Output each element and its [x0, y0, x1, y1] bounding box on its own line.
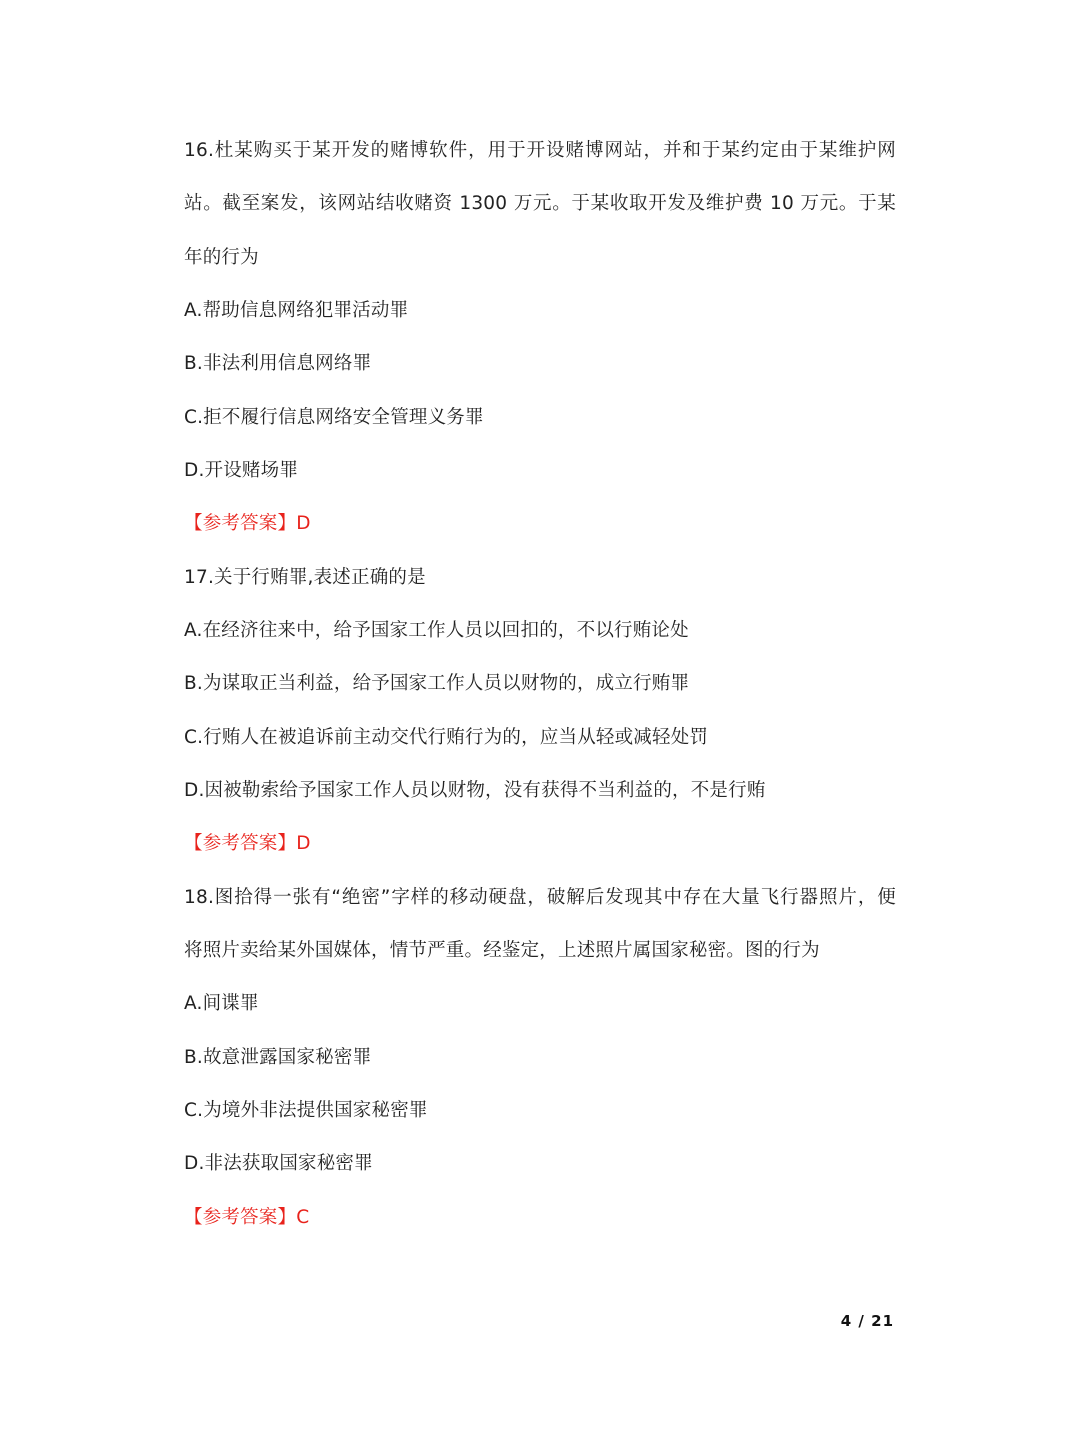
question-18-option-c: C.为境外非法提供国家秘密罪	[184, 1100, 428, 1121]
question-17-option-c: C.行贿人在被追诉前主动交代行贿行为的，应当从轻或减轻处罚	[184, 727, 709, 748]
question-16-stem-line-2: 站。截至案发，该网站结收赌资 1300 万元。于某收取开发及维护费 10 万元。于某	[184, 193, 896, 214]
question-16-answer: 【参考答案】D	[184, 513, 311, 534]
question-16-option-a: A.帮助信息网络犯罪活动罪	[184, 300, 409, 321]
question-18-stem-line-2: 将照片卖给某外国媒体，情节严重。经鉴定，上述照片属国家秘密。图的行为	[184, 940, 820, 961]
question-16-option-d: D.开设赌场罪	[184, 460, 299, 481]
question-18-option-a: A.间谍罪	[184, 993, 259, 1014]
question-16-option-c: C.拒不履行信息网络安全管理义务罪	[184, 407, 484, 428]
question-18-stem-line-1: 18.图拾得一张有“绝密”字样的移动硬盘，破解后发现其中存在大量飞行器照片，便	[184, 887, 896, 908]
question-17-answer: 【参考答案】D	[184, 833, 311, 854]
question-18-option-b: B.故意泄露国家秘密罪	[184, 1047, 372, 1068]
question-16-option-b: B.非法利用信息网络罪	[184, 353, 372, 374]
question-18-answer: 【参考答案】C	[184, 1207, 310, 1228]
page-number: 4 / 21	[840, 1312, 894, 1330]
question-17-option-d: D.因被勒索给予国家工作人员以财物，没有获得不当利益的，不是行贿	[184, 780, 766, 801]
question-16-stem-line-3: 年的行为	[184, 247, 259, 268]
question-17-option-a: A.在经济往来中，给予国家工作人员以回扣的，不以行贿论处	[184, 620, 689, 641]
question-17-stem-line-1: 17.关于行贿罪,表述正确的是	[184, 567, 426, 588]
question-18-option-d: D.非法获取国家秘密罪	[184, 1153, 373, 1174]
question-16-stem-line-1: 16.杜某购买于某开发的赌博软件，用于开设赌博网站，并和于某约定由于某维护网	[184, 140, 896, 161]
question-17-option-b: B.为谋取正当利益，给予国家工作人员以财物的，成立行贿罪	[184, 673, 690, 694]
